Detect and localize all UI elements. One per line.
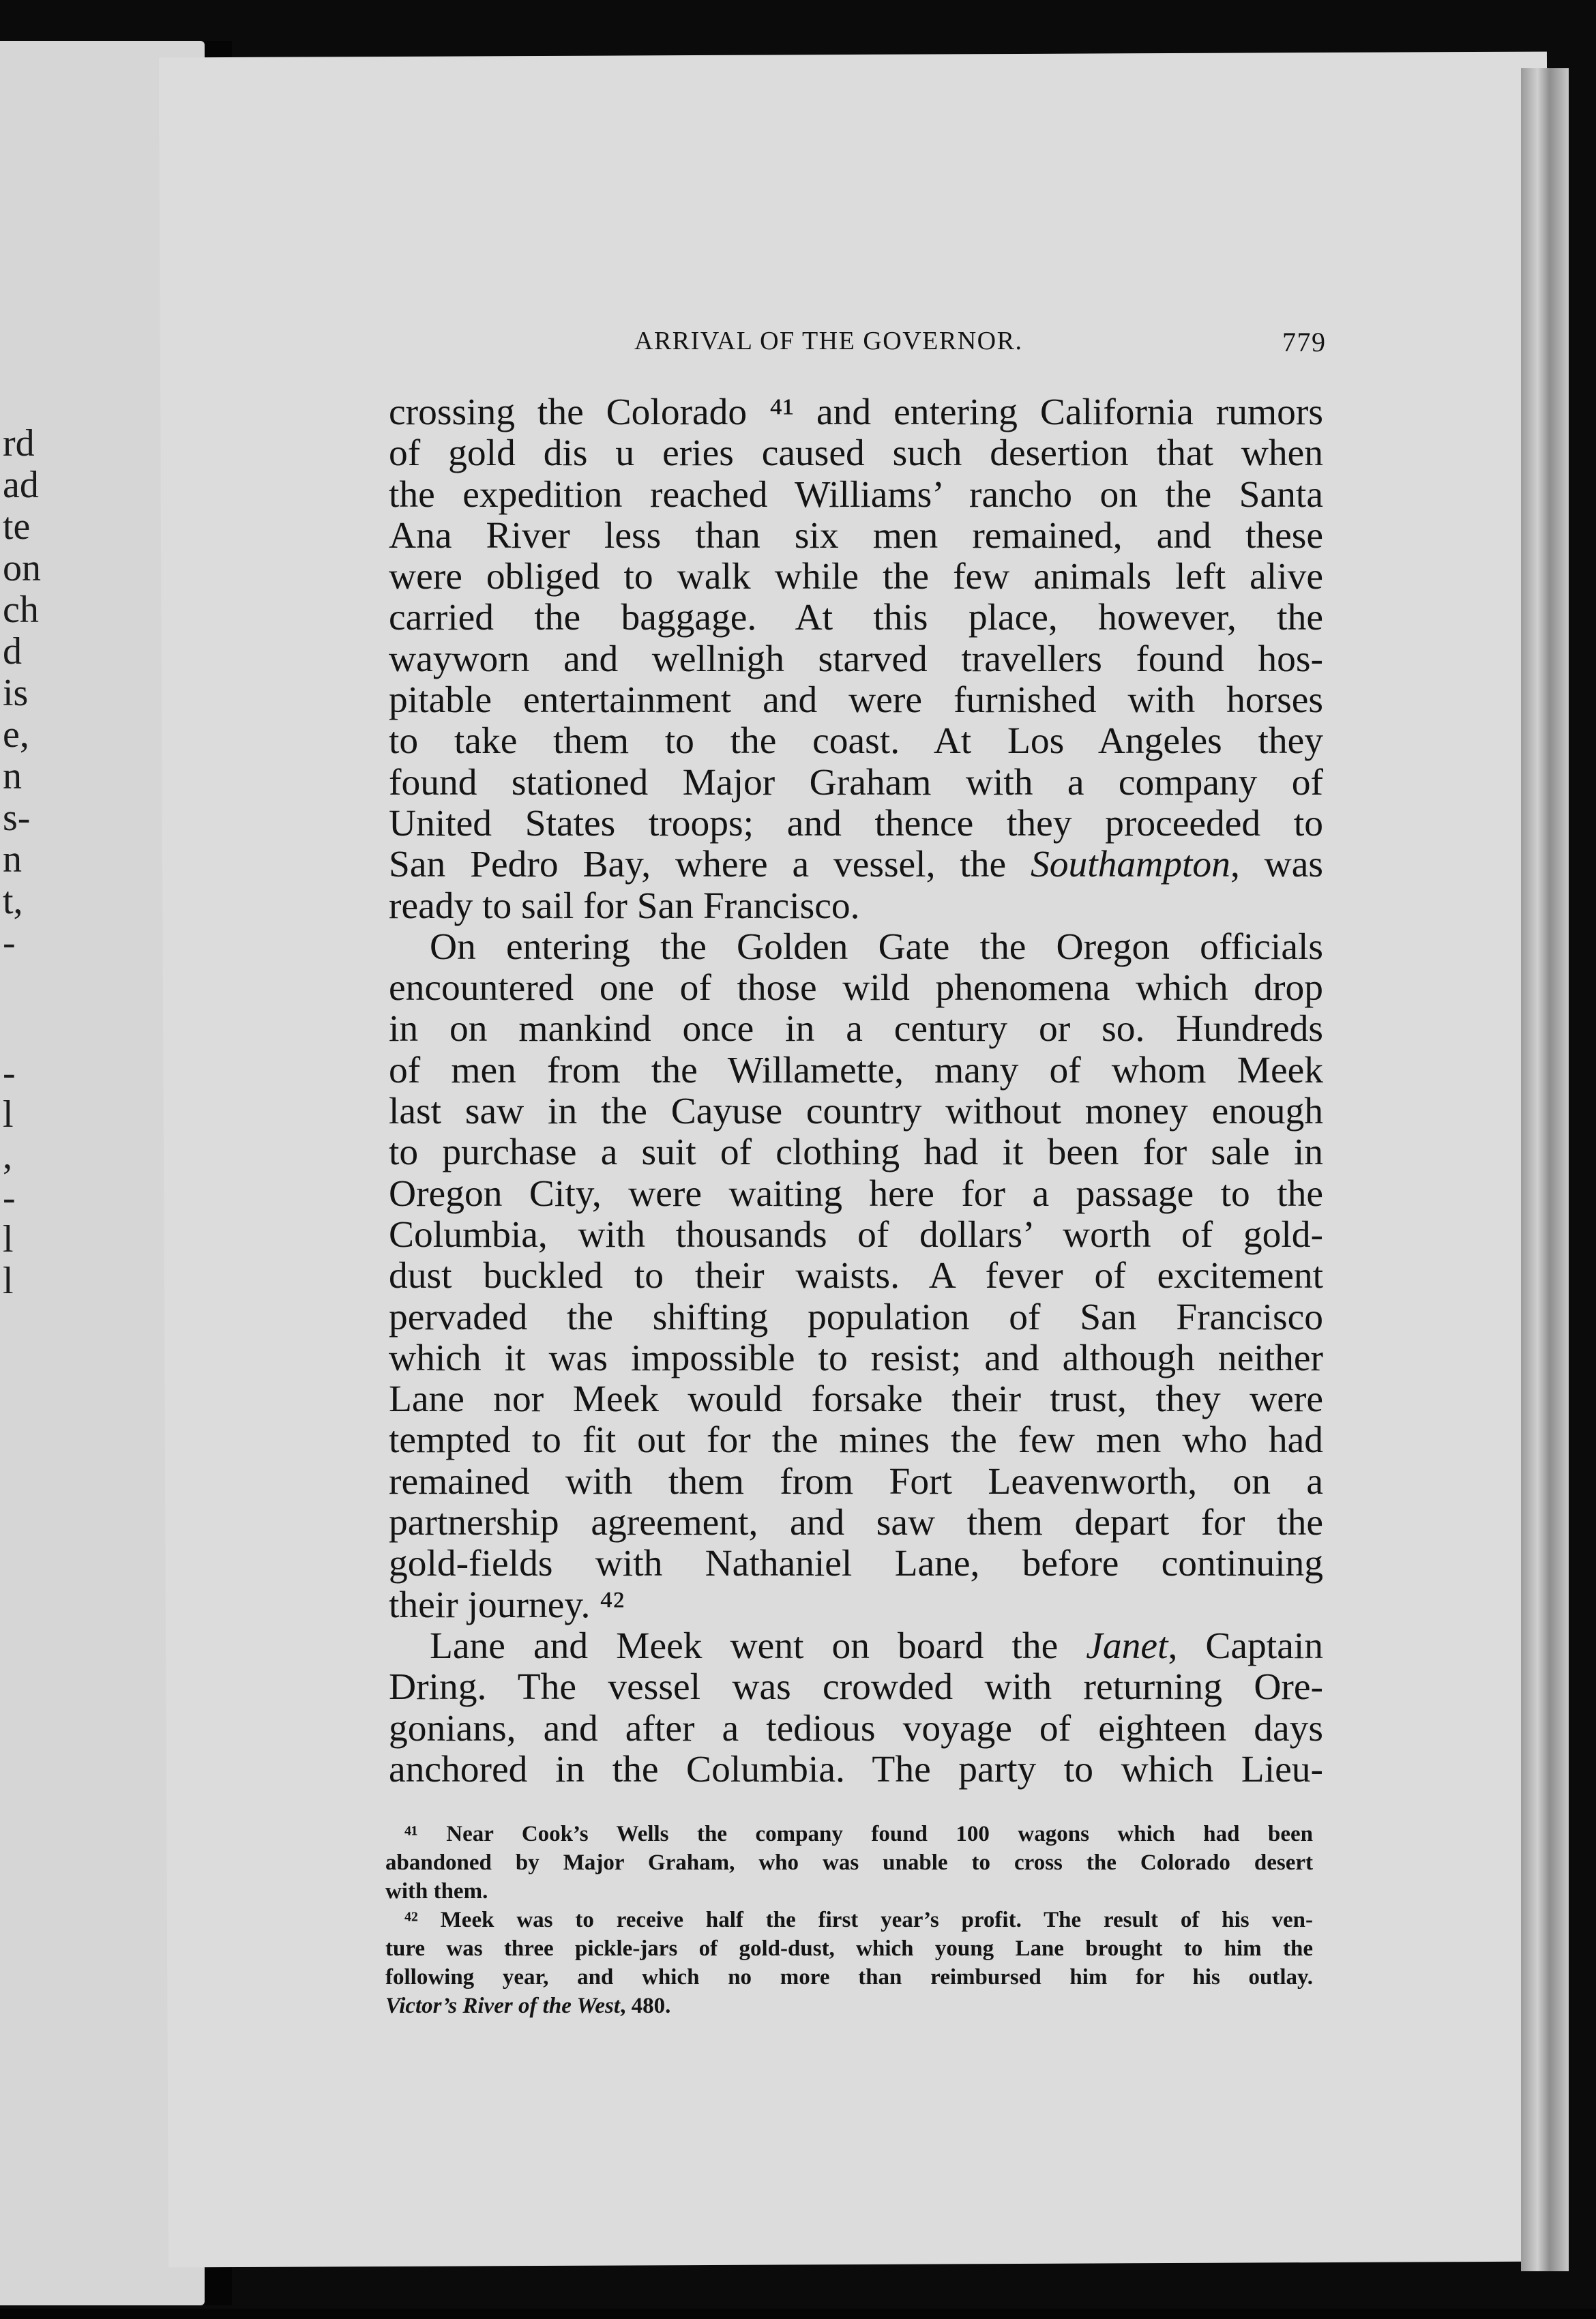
- left-fragment: l: [3, 1093, 14, 1136]
- body-line: in on mankind once in a century or so. Hundreds: [389, 1008, 1323, 1050]
- footnote-line: following year, and which no more than reimbursed him for his outlay.: [385, 1965, 1313, 1990]
- page-number: 779: [1282, 327, 1327, 357]
- body-line: remained with them from Fort Leavenworth, on a: [389, 1460, 1323, 1503]
- body-line: to purchase a suit of clothing had it been for sale in: [389, 1132, 1323, 1174]
- left-fragment: n: [3, 755, 22, 797]
- footnote-line: Victor’s River of the West, 480.: [385, 1994, 671, 2018]
- left-fragment: s-: [3, 797, 31, 839]
- body-line: of gold dis u eries caused such desertion that when: [389, 432, 1323, 475]
- body-line: partnership agreement, and saw them depart for the: [389, 1502, 1323, 1544]
- footnotes: [385, 1820, 1313, 2020]
- body-line: United States troops; and thence they proceeded to: [389, 802, 1323, 844]
- left-fragment: rd: [3, 422, 35, 464]
- left-fragment: l: [3, 1218, 14, 1260]
- left-fragment: -: [3, 921, 16, 964]
- page-edge: [1521, 68, 1569, 2271]
- body-line: the expedition reached Williams’ rancho on the Santa: [389, 473, 1323, 516]
- body-line: pervaded the shifting population of San Francisco: [389, 1296, 1323, 1338]
- body-line: Dring. The vessel was crowded with returning Ore-: [389, 1666, 1323, 1709]
- left-fragment: e,: [3, 713, 29, 756]
- left-fragment: l: [3, 1260, 14, 1302]
- left-fragment: ad: [3, 464, 39, 506]
- scan-bottom-edge: [0, 2309, 1596, 2319]
- running-head-title: ARRIVAL OF THE GOVERNOR.: [634, 327, 1023, 355]
- left-fragment: -: [3, 1052, 16, 1094]
- body-line: dust buckled to their waists. A fever of excitement: [389, 1255, 1323, 1297]
- body-line: On entering the Golden Gate the Oregon officials: [430, 926, 1323, 968]
- footnote-line: abandoned by Major Graham, who was unable to cross the Colorado desert: [385, 1850, 1313, 1875]
- left-fragment: ,: [3, 1135, 12, 1177]
- body-line: crossing the Colorado ⁴¹ and entering California rumors: [389, 392, 1323, 433]
- footnote-line: ⁴¹ Near Cook’s Wells the company found 100 wagons which had been: [404, 1822, 1313, 1846]
- left-fragment: te: [3, 505, 31, 548]
- body-line: wayworn and wellnigh starved travellers found hos-: [389, 638, 1323, 680]
- body-line: Columbia, with thousands of dollars’ worth of gold-: [389, 1213, 1323, 1256]
- body-line: encountered one of those wild phenomena which drop: [389, 967, 1323, 1009]
- left-fragment: d: [3, 630, 22, 673]
- left-fragment: on: [3, 547, 41, 589]
- body-line: Lane nor Meek would forsake their trust, they were: [389, 1378, 1323, 1421]
- body-line: San Pedro Bay, where a vessel, the Southampton, was: [389, 844, 1323, 886]
- body-line: Lane and Meek went on board the Janet, Captain: [430, 1625, 1323, 1667]
- left-fragment: ch: [3, 589, 39, 631]
- body-line: Oregon City, were waiting here for a passage to the: [389, 1172, 1323, 1215]
- body-line: of men from the Willamette, many of whom Meek: [389, 1049, 1323, 1091]
- body-line: gonians, and after a tedious voyage of eighteen days: [389, 1707, 1323, 1749]
- body-line: carried the baggage. At this place, however, the: [389, 597, 1323, 639]
- footnote-line: with them.: [385, 1879, 488, 1904]
- body-line: to take them to the coast. At Los Angeles they: [389, 720, 1323, 763]
- body-line: found stationed Major Graham with a company of: [389, 761, 1323, 803]
- body-line: tempted to fit out for the mines the few men who had: [389, 1419, 1323, 1462]
- left-fragment: is: [3, 672, 29, 714]
- body-line: ready to sail for San Francisco.: [389, 885, 860, 927]
- body-line: pitable entertainment and were furnished with horses: [389, 679, 1323, 722]
- footnote-line: ture was three pickle-jars of gold-dust, which young Lane brought to him the: [385, 1936, 1313, 1961]
- footnote-line: ⁴² Meek was to receive half the first year’s profit. The result of his ven-: [404, 1908, 1313, 1932]
- left-fragment: t,: [3, 880, 23, 922]
- body-text: [389, 392, 1323, 1790]
- body-line: Ana River less than six men remained, and these: [389, 514, 1323, 557]
- left-fragment-gap: [3, 964, 57, 1052]
- body-line: last saw in the Cayuse country without money enough: [389, 1091, 1323, 1133]
- body-line: anchored in the Columbia. The party to which Lieu-: [389, 1748, 1323, 1790]
- left-fragment: n: [3, 838, 22, 881]
- body-line: were obliged to walk while the few animals left alive: [389, 556, 1323, 598]
- left-fragment: -: [3, 1177, 16, 1219]
- left-page-text-fragments: [3, 423, 57, 1302]
- body-line: which it was impossible to resist; and although neither: [389, 1337, 1323, 1379]
- body-line: gold-fields with Nathaniel Lane, before continuing: [389, 1543, 1323, 1585]
- body-line: their journey. ⁴²: [389, 1584, 625, 1626]
